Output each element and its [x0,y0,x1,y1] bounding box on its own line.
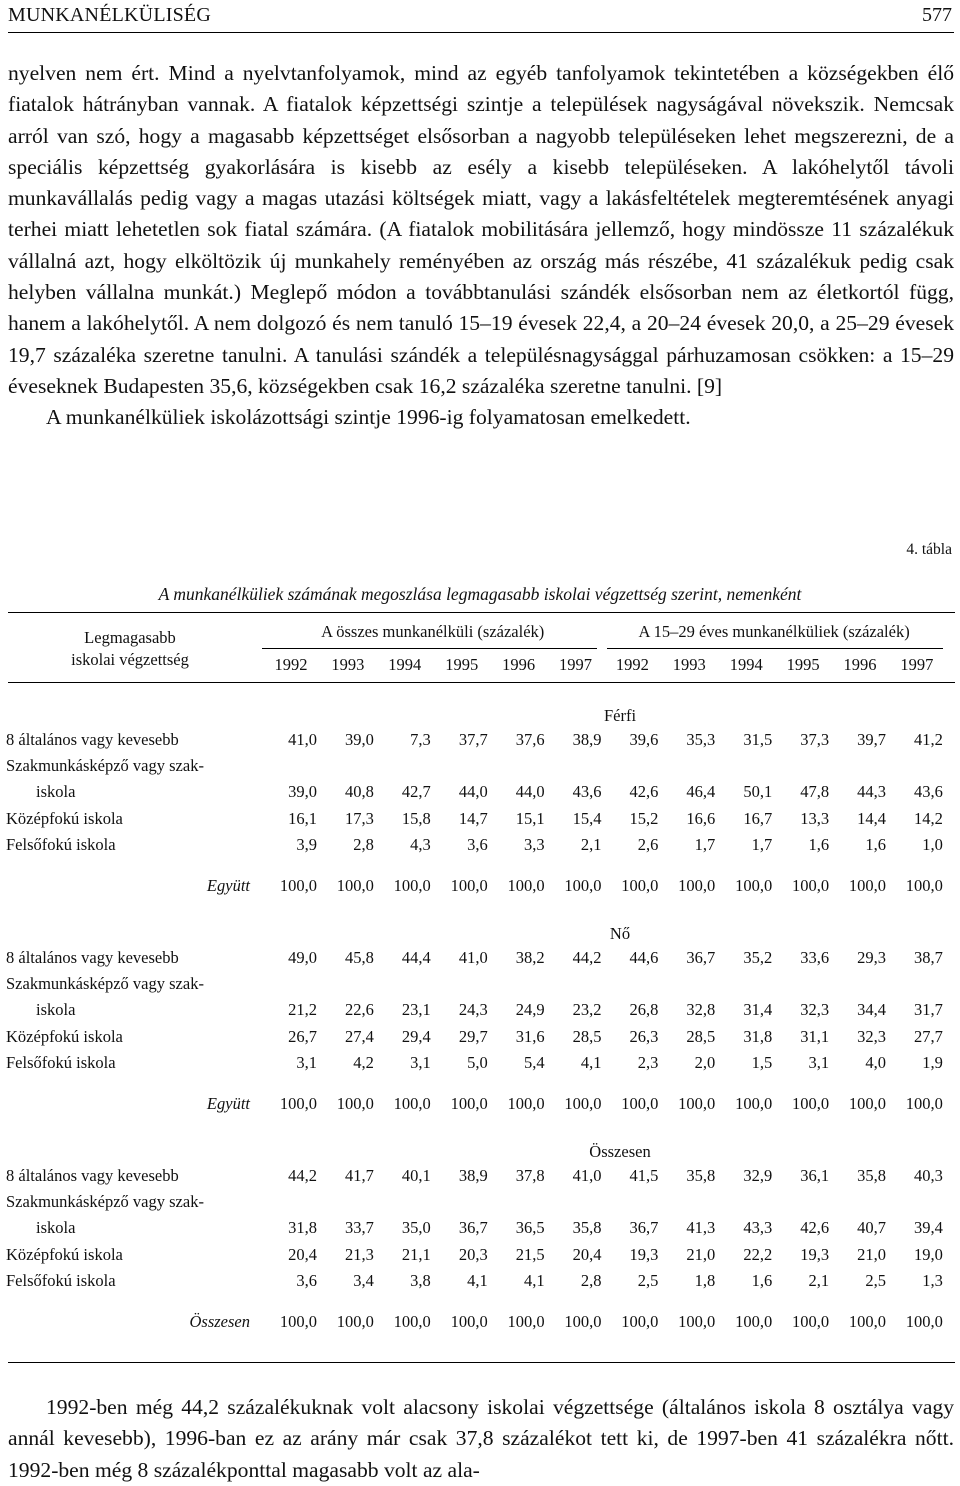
year-header-11: 1997 [900,655,934,674]
group-header-rule-2 [607,648,942,649]
table-cell: 32,3 [857,1027,886,1046]
table-cell: 2,1 [808,1271,830,1290]
total-cell: 100,0 [905,1094,943,1113]
table-cell: 26,8 [629,1000,659,1019]
table-cell: 33,7 [345,1218,374,1237]
table-cell: 31,1 [800,1027,830,1046]
table-cell: 35,3 [686,730,716,749]
table-cell: 47,8 [800,782,830,801]
table-cell: 43,3 [743,1218,773,1237]
table-cell: 21,0 [857,1245,886,1264]
year-header-2: 1994 [388,655,422,674]
table-cell: 43,6 [914,782,943,801]
table-cell: 1,9 [922,1053,943,1072]
table-cell: 49,0 [288,948,317,967]
table-bottom-rule [8,1362,955,1363]
table-cell: 31,8 [743,1027,773,1046]
table-cell: 5,4 [523,1053,545,1072]
total-cell: 100,0 [393,1094,431,1113]
total-cell: 100,0 [450,1094,488,1113]
row-label: Felsőfokú iskola [6,1053,116,1072]
table-cell: 35,0 [401,1218,431,1237]
table-cell: 32,8 [686,1000,716,1019]
row-label-continued: iskola [36,1218,76,1237]
table-cell: 32,3 [800,1000,830,1019]
table-cell: 44,0 [515,782,545,801]
group-header-all: A összes munkanélküli (százalék) [321,622,545,641]
table-cell: 22,2 [743,1245,773,1264]
year-header-5: 1997 [559,655,592,674]
table-cell: 44,2 [572,948,602,967]
table-cell: 26,7 [288,1027,317,1046]
table-cell: 45,8 [345,948,374,967]
table-cell: 31,8 [288,1218,317,1237]
row-label: Középfokú iskola [6,1027,123,1046]
table-cell: 35,8 [857,1166,886,1185]
table-cell: 41,7 [345,1166,374,1185]
table-cell: 1,7 [751,835,773,854]
table-cell: 3,1 [296,1053,317,1072]
table-cell: 4,1 [580,1053,602,1072]
table-cell: 2,8 [353,835,374,854]
year-header-6: 1992 [615,655,649,674]
table-cell: 19,0 [914,1245,943,1264]
table-cell: 28,5 [572,1027,602,1046]
table-cell: 42,6 [629,782,659,801]
total-cell: 100,0 [279,876,317,895]
row-label: Középfokú iskola [6,809,123,828]
total-cell: 100,0 [564,876,602,895]
table-cell: 15,8 [401,809,431,828]
table-cell: 2,8 [580,1271,602,1290]
table-cell: 2,5 [637,1271,659,1290]
table-cell: 40,3 [914,1166,943,1185]
year-header-1: 1993 [331,655,365,674]
year-header-10: 1996 [843,655,877,674]
table-cell: 44,4 [401,948,431,967]
table-cell: 36,1 [800,1166,830,1185]
total-cell: 100,0 [621,1094,659,1113]
table-cell: 29,4 [401,1027,431,1046]
row-label: 8 általános vagy kevesebb [6,730,179,749]
total-cell: 100,0 [621,1312,659,1331]
year-header-0: 1992 [274,655,308,674]
table-cell: 3,6 [467,835,488,854]
total-cell: 100,0 [678,876,716,895]
table-cell: 20,3 [458,1245,488,1264]
body-paragraph-2: A munkanélküliek iskolázottsági szintje 1996-ig folyamatosan emelkedett. [46,405,691,430]
table-cell: 33,6 [800,948,830,967]
table-cell: 40,8 [345,782,374,801]
table-cell: 4,1 [467,1271,488,1290]
table-cell: 32,9 [743,1166,773,1185]
table-cell: 31,4 [743,1000,773,1019]
table-cell: 1,7 [694,835,716,854]
total-cell: 100,0 [905,876,943,895]
table-cell: 4,1 [523,1271,545,1290]
table-cell: 1,6 [865,835,886,854]
table-cell: 20,4 [288,1245,317,1264]
table-cell: 21,3 [345,1245,374,1264]
table-cell: 5,0 [467,1053,488,1072]
table-cell: 15,1 [515,809,545,828]
table-cell: 14,2 [914,809,943,828]
row-label-continued: iskola [36,1000,76,1019]
group-header-young: A 15–29 éves munkanélküliek (százalék) [638,622,910,641]
stub-header-line-1: Legmagasabb [84,628,176,647]
total-cell: 100,0 [791,1094,830,1113]
section-title-0: Férfi [603,706,637,725]
group-header-rule-1 [262,648,597,649]
table-cell: 31,6 [515,1027,545,1046]
row-label: Szakmunkásképző vagy szak- [6,974,204,993]
table-cell: 36,7 [686,948,716,967]
section-title-1: Nő [609,924,631,943]
table-cell: 19,3 [800,1245,830,1264]
row-label: Szakmunkásképző vagy szak- [6,1192,204,1211]
table-cell: 28,5 [686,1027,716,1046]
table-cell: 21,5 [515,1245,545,1264]
table-cell: 39,6 [629,730,659,749]
row-label: Középfokú iskola [6,1245,123,1264]
total-cell: 100,0 [336,1094,374,1113]
after-paragraph: 1992-ben még 44,2 százalékuknak volt alacsony iskolai végzettsége (általános iskola 8 osztálya vagy annál kevesebb), 1996-ban ez az arány már csak 37,8 százalékot tett ki, de 1997-ben 41 százalékra nőtt. 1992-ben még 8 százalékponttal magasabb volt az ala- [8,1395,954,1482]
table-cell: 44,3 [857,782,886,801]
table-cell: 23,1 [401,1000,431,1019]
total-cell: 100,0 [450,1312,488,1331]
year-header-9: 1995 [786,655,820,674]
table-cell: 36,7 [458,1218,488,1237]
table-cell: 41,2 [914,730,943,749]
table-cell: 38,2 [515,948,545,967]
table-cell: 3,3 [523,835,545,854]
table-cell: 3,9 [296,835,317,854]
table-cell: 17,3 [345,809,374,828]
stub-header [0,627,260,671]
total-cell: 100,0 [791,876,830,895]
table-cell: 27,7 [914,1027,943,1046]
table-cell: 3,1 [808,1053,830,1072]
table-cell: 3,8 [410,1271,431,1290]
table-cell: 39,0 [288,782,317,801]
table-cell: 3,6 [296,1271,317,1290]
total-cell: 100,0 [564,1094,602,1113]
total-cell: 100,0 [735,876,773,895]
table-cell: 15,4 [572,809,602,828]
running-head-title: MUNKANÉLKÜLISÉG [8,4,211,26]
table-cell: 34,4 [857,1000,886,1019]
total-cell: 100,0 [507,1312,545,1331]
table-cell: 1,0 [922,835,943,854]
table-cell: 22,6 [345,1000,374,1019]
table-cell: 38,9 [458,1166,488,1185]
table-cell: 39,7 [857,730,886,749]
header-bottom-rule [8,682,955,683]
table-cell: 29,7 [458,1027,488,1046]
page-number: 577 [922,4,952,26]
table-cell: 31,7 [914,1000,943,1019]
table-cell: 3,4 [353,1271,374,1290]
table-cell: 41,0 [458,948,488,967]
table-cell: 36,7 [629,1218,659,1237]
year-header-8: 1994 [729,655,763,674]
total-cell: 100,0 [735,1094,773,1113]
table-cell: 36,5 [515,1218,545,1237]
table-cell: 7,3 [410,730,431,749]
table-cell: 1,6 [808,835,830,854]
total-row-label: Összesen [189,1312,250,1331]
total-cell: 100,0 [621,876,659,895]
table-cell: 46,4 [686,782,716,801]
table-cell: 2,0 [694,1053,716,1072]
table-cell: 24,3 [458,1000,488,1019]
after-text [8,1392,954,1486]
table-cell: 24,9 [515,1000,545,1019]
total-cell: 100,0 [507,876,545,895]
total-cell: 100,0 [848,1312,886,1331]
table-cell: 27,4 [345,1027,374,1046]
table-cell: 37,8 [515,1166,545,1185]
body-paragraph-1: nyelven nem ért. Mind a nyelvtanfolyamok, mind az egyéb tanfolyamok tekintetében a községekben élő fiatalok hátrányban vannak. A fiatalok képzettségi szintje a települések nagyságával növekszik. Nemcsak arról van szó, hogy a magasabb képzettséget elsősorban a nagyobb településeken lehet megszerezni, de a speciális képzettség gyakorlására is kisebb az esély a kisebb településeken. A lakóhelytől távoli munkavállalás pedig vagy a magas utazási költségek miatt, vagy a lakásfeltételek megteremtésének anyagi terhei miatt lehetetlen sok fiatal számára. (A fiatalok mobilitására jellemző, hogy mindössze 11 százalékuk vállalná azt, hogy elköltözik új munkahely reményében az ország más részébe, 41 százalékuk pedig csak helyben vállalna munkát.) Meglepő módon a továbbtanulási szándék elsősorban nem az életkortól függ, hanem a lakóhelytől. A nem dolgozó és nem tanuló 15–19 évesek 22,4, a 20–24 évesek 20,0, a 25–29 évesek 19,7 százaléka szeretne tanulni. A tanulási szándék a településnagysággal párhuzamosan csökken: a 15–29 éveseknek Budapesten 35,6, községekben csak 16,2 százaléka szeretne tanulni. [9] [8,61,954,398]
table-cell: 40,1 [401,1166,431,1185]
total-cell: 100,0 [450,876,488,895]
table-top-rule [8,612,955,613]
table-cell: 41,3 [686,1218,716,1237]
total-row-label: Együtt [206,876,250,895]
total-cell: 100,0 [905,1312,943,1331]
table-cell: 35,8 [572,1218,602,1237]
table-cell: 31,5 [743,730,773,749]
table-cell: 14,7 [458,809,488,828]
total-cell: 100,0 [393,876,431,895]
table-cell: 4,0 [865,1053,886,1072]
total-cell: 100,0 [848,1094,886,1113]
table-cell: 41,0 [288,730,317,749]
total-cell: 100,0 [336,1312,374,1331]
table-cell: 1,8 [694,1271,716,1290]
total-row-label: Együtt [206,1094,250,1113]
total-cell: 100,0 [336,876,374,895]
table-cell: 42,6 [800,1218,830,1237]
table-cell: 44,0 [458,782,488,801]
table-cell: 19,3 [629,1245,659,1264]
section-title-2: Összesen [589,1142,651,1161]
table-cell: 1,5 [751,1053,773,1072]
table-cell: 37,6 [515,730,545,749]
total-cell: 100,0 [393,1312,431,1331]
table-cell: 40,7 [857,1218,886,1237]
table-cell: 14,4 [857,809,886,828]
table-cell: 2,6 [637,835,659,854]
table-cell: 37,3 [800,730,830,749]
table-cell: 2,1 [580,835,602,854]
year-header-3: 1995 [445,655,479,674]
table-cell: 39,0 [345,730,374,749]
table-cell: 41,0 [572,1166,602,1185]
row-label: 8 általános vagy kevesebb [6,1166,179,1185]
table-cell: 3,1 [410,1053,431,1072]
year-header-7: 1993 [672,655,706,674]
table-cell: 50,1 [743,782,773,801]
table-number: 4. tábla [906,541,952,558]
row-label: 8 általános vagy kevesebb [6,948,179,967]
total-cell: 100,0 [507,1094,545,1113]
table-cell: 20,4 [572,1245,602,1264]
row-label: Szakmunkásképző vagy szak- [6,756,204,775]
table-cell: 41,5 [629,1166,659,1185]
table-cell: 13,3 [800,809,830,828]
total-cell: 100,0 [279,1094,317,1113]
row-label: Felsőfokú iskola [6,1271,116,1290]
table-cell: 42,7 [401,782,431,801]
table-cell: 38,9 [572,730,602,749]
table-cell: 44,6 [629,948,659,967]
body-text [8,58,954,434]
table-cell: 44,2 [288,1166,317,1185]
total-cell: 100,0 [791,1312,830,1331]
year-header-4: 1996 [502,655,536,674]
table-cell: 23,2 [572,1000,602,1019]
table-cell: 21,0 [686,1245,716,1264]
table-cell: 21,2 [288,1000,317,1019]
table-cell: 21,1 [401,1245,431,1264]
total-cell: 100,0 [848,876,886,895]
total-cell: 100,0 [279,1312,317,1331]
row-label: Felsőfokú iskola [6,835,116,854]
row-label-continued: iskola [36,782,76,801]
table-cell: 1,6 [751,1271,773,1290]
table-cell: 16,6 [686,809,716,828]
stub-header-line-2: iskolai végzettség [71,650,189,669]
table-cell: 43,6 [572,782,602,801]
table-cell: 35,8 [686,1166,716,1185]
table-cell: 4,2 [353,1053,374,1072]
table-cell: 38,7 [914,948,943,967]
table-cell: 29,3 [857,948,886,967]
total-cell: 100,0 [564,1312,602,1331]
total-cell: 100,0 [678,1312,716,1331]
table-cell: 15,2 [629,809,659,828]
table-cell: 39,4 [914,1218,943,1237]
total-cell: 100,0 [678,1094,716,1113]
table-cell: 35,2 [743,948,773,967]
table-cell: 16,7 [743,809,773,828]
table-cell: 2,5 [865,1271,886,1290]
table-cell: 2,3 [637,1053,659,1072]
table-cell: 16,1 [288,809,317,828]
table-cell: 4,3 [410,835,431,854]
table-cell: 26,3 [629,1027,659,1046]
table-cell: 1,3 [922,1271,943,1290]
running-head [8,2,954,33]
total-cell: 100,0 [735,1312,773,1331]
table-cell: 37,7 [458,730,488,749]
table-caption: A munkanélküliek számának megoszlása legmagasabb iskolai végzettség szerint, nemenként [158,584,802,604]
